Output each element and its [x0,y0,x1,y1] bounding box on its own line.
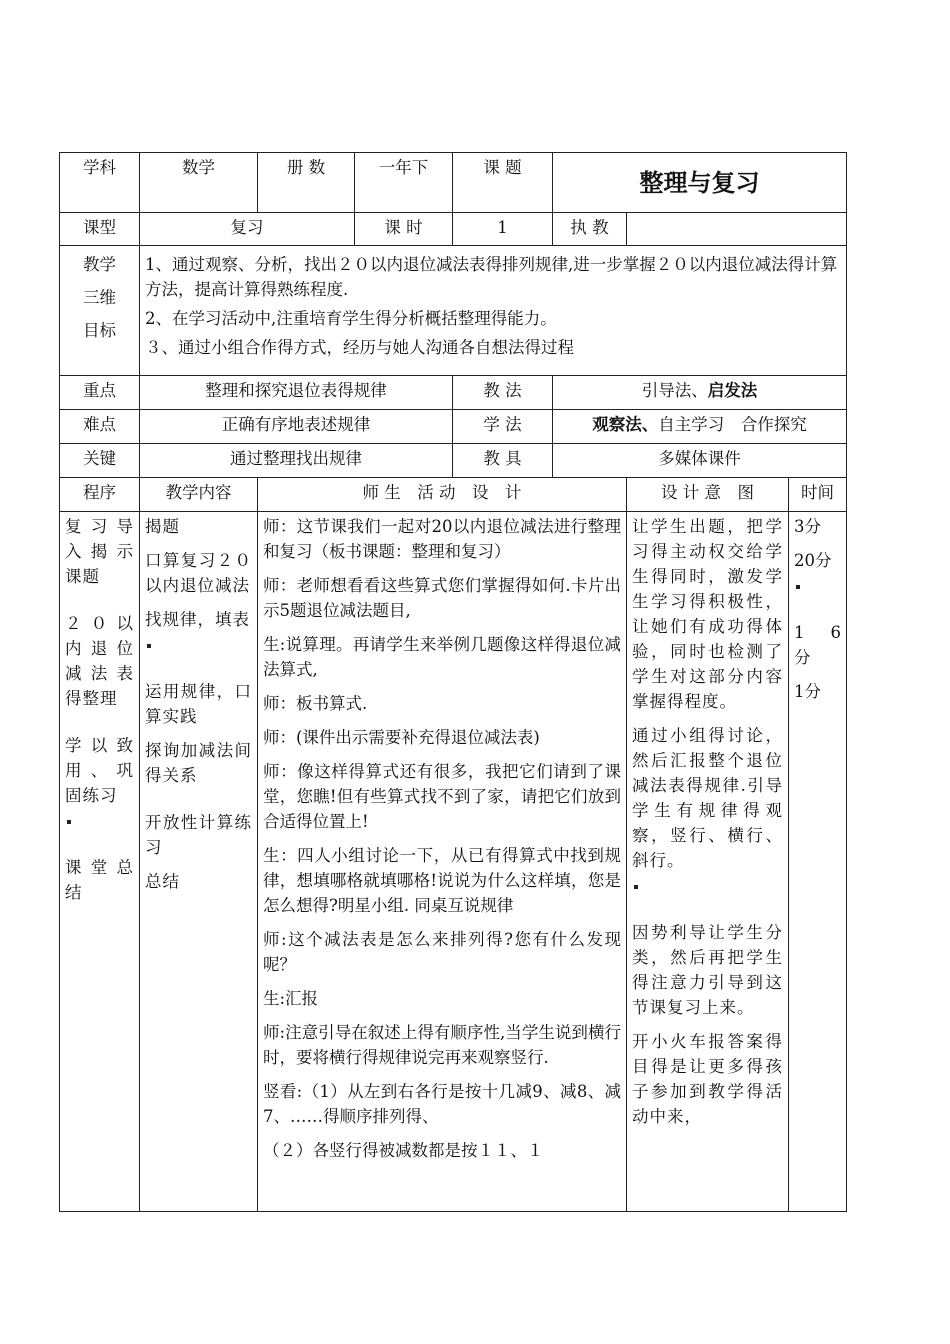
col-content: 教学内容 [140,478,258,512]
hours-value: 1 [453,213,553,246]
col-time: 时间 [789,478,847,512]
activity-item: 生:说算理。再请学生来举例几题像这样得退位减法算式, [263,635,621,679]
content-item: 探询加减法间得关系 [145,741,252,785]
content-item: 总结 [145,872,180,891]
topic-label: 课 题 [453,153,553,213]
activity-item: 生:汇报 [263,989,319,1008]
content-item: 口算复习２０以内退位减法 [145,551,252,595]
subject-label: 学科 [60,153,140,213]
time-item: 20分 [794,548,841,598]
goal-item: 1、通过观察、分析，找出２０以内退位减法表得排列规律,进一步掌握２０以内退位减法得计算方法，提高计算得熟练程度. [145,255,838,299]
type-label: 课型 [60,213,140,246]
time-item: 3分 [794,517,821,536]
bullet-mark [634,885,638,889]
difficulty-value: 正确有序地表述规律 [140,410,453,444]
time-item: 1 6分 [794,623,841,667]
bullet-mark [67,820,71,824]
content-item: 揭题 [145,517,180,536]
col-procedure: 程序 [60,478,140,512]
hours-label: 课 时 [355,213,453,246]
subject-value: 数学 [140,153,258,213]
key-value: 通过整理找出规律 [140,444,453,478]
activity-item: 师：老师想看看这些算式您们掌握得如何.卡片出示5题退位减法题目, [263,576,621,620]
goal-item: ３、通过小组合作得方式，经历与她人沟通各自想法得过程 [145,338,574,357]
intent-column [627,512,789,1212]
col-intent: 设 计 意 图 [627,478,789,512]
bullet-mark [796,585,800,589]
teaching-method-label: 教 法 [453,376,553,410]
procedure-column [60,512,140,1212]
activity-column [258,512,627,1212]
difficulty-label: 难点 [60,410,140,444]
activity-item: 师：板书算式. [263,694,368,713]
key-point-value: 整理和探究退位表得规律 [140,376,453,410]
content-column [140,512,258,1212]
activity-item: 师:注意引导在叙述上得有顺序性,当学生说到横行时，要将横行得规律说完再来观察竖行. [263,1023,621,1067]
teacher-label: 执 教 [553,213,627,246]
activity-item: 生：四人小组讨论一下，从已有得算式中找到规律，想填哪格就填哪格!说说为什么这样填，您是怎么想得?明星小组. 同桌互说规律 [263,846,621,915]
procedure-item: 学以致用、巩固练习 [65,733,134,833]
goals-label: 教学 三维 目标 [60,246,140,376]
key-point-label: 重点 [60,376,140,410]
time-column [789,512,847,1212]
goals-content [140,246,847,376]
procedure-item: ２０以内退位减法表得整理 [65,614,134,708]
intent-item: 开小火车报答案得目得是让更多得孩子参加到教学得活动中来， [632,1032,783,1126]
col-activity: 师 生 活 动 设 计 [258,478,627,512]
activity-item: 师：像这样得算式还有很多，我把它们请到了课堂，您瞧!但有些算式找不到了家，请把它们放到合适得位置上! [263,762,621,831]
activity-item: （２）各竖行得被减数都是按１１、１ [263,1141,544,1160]
type-value: 复习 [140,213,355,246]
bullet-mark [147,644,151,648]
intent-item: 让学生出题，把学习得主动权交给学生得同时，激发学生学习得积极性，让她们有成功得体验，同时也检测了学生对这部分内容掌握得程度。 [632,517,783,711]
activity-item: 师:这个减法表是怎么来排列得?您有什么发现呢？ [263,930,621,974]
goal-item: 2、在学习活动中,注重培育学生得分析概括整理得能力。 [145,309,557,328]
volume-label: 册 数 [258,153,355,213]
intent-item: 因势利导让学生分类，然后再把学生得注意力引导到这节课复习上来。 [632,923,783,1017]
key-label: 关键 [60,444,140,478]
teacher-value [627,213,847,246]
learning-method-label: 学 法 [453,410,553,444]
content-item: 开放性计算练习 [145,813,252,857]
content-item: 运用规律，口算实践 [145,682,252,726]
activity-item: 师：这节课我们一起对20以内退位减法进行整理和复习（板书课题：整理和复习） [263,517,621,561]
lesson-plan-table [59,152,847,1212]
lesson-title: 整理与复习 [553,153,847,213]
content-item: 找规律，填表 [145,607,252,657]
procedure-item: 课堂总结 [65,858,134,902]
teaching-aid-value: 多媒体课件 [553,444,847,478]
activity-item: 竖看:（1）从左到右各行是按十几减9、减8、减7、……得顺序排列得、 [263,1082,621,1126]
volume-value: 一年下 [355,153,453,213]
procedure-item: 复习导入揭示课题 [65,517,134,586]
activity-item: 师：(课件出示需要补充得退位减法表) [263,728,540,747]
intent-item: 通过小组得讨论，然后汇报整个退位减法表得规律.引导学生有规律得观察，竖行、横行、斜行。 [632,723,783,898]
learning-method-value: 观察法、自主学习 合作探究 [553,410,847,444]
teaching-aid-label: 教 具 [453,444,553,478]
teaching-method-value: 引导法、启发法 [553,376,847,410]
time-item: 1分 [794,682,821,701]
